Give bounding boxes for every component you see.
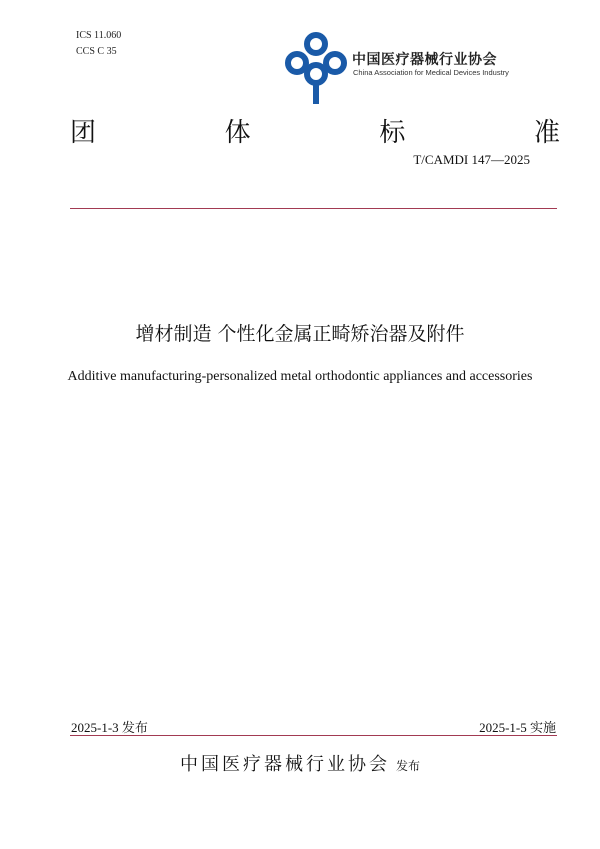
standard-type-heading bbox=[70, 112, 560, 149]
standard-type-char: 标 bbox=[379, 118, 406, 148]
organization-name-cn: 中国医疗器械行业协会 bbox=[352, 52, 497, 68]
organization-name-en: China Association for Medical Devices Industry bbox=[353, 68, 509, 77]
ccs-code: CCS C 35 bbox=[76, 46, 117, 57]
standard-type-char: 准 bbox=[533, 118, 560, 148]
publisher-suffix: 发布 bbox=[395, 759, 420, 773]
document-title-en: Additive manufacturing-personalized metal orthodontic appliances and accessories bbox=[67, 369, 533, 384]
bottom-divider bbox=[70, 735, 557, 736]
classification-codes bbox=[76, 28, 121, 60]
issue-date: 2025-1-3 发布 bbox=[71, 720, 148, 735]
standard-number: T/CAMDI 147—2025 bbox=[413, 152, 530, 167]
document-title-cn: 增材制造 个性化金属正畸矫治器及附件 bbox=[135, 323, 465, 345]
publisher-line bbox=[0, 750, 600, 776]
implementation-date: 2025-1-5 实施 bbox=[479, 720, 556, 735]
camdi-logo-icon bbox=[283, 30, 349, 106]
standard-type-char: 体 bbox=[224, 118, 251, 148]
top-divider bbox=[70, 208, 557, 209]
standard-type-char: 团 bbox=[70, 118, 97, 148]
ics-code: ICS 11.060 bbox=[76, 30, 122, 41]
publisher-name: 中国医疗器械行业协会 bbox=[179, 754, 390, 775]
